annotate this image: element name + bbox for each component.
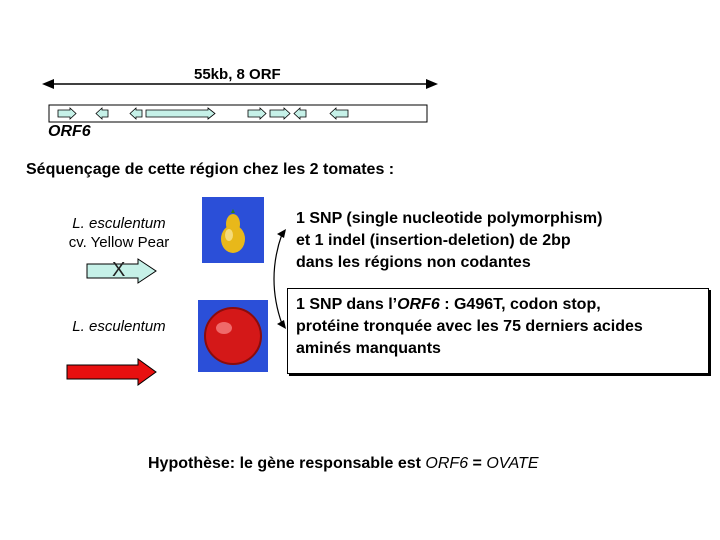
red-tomato-photo xyxy=(198,300,268,372)
noncoding-snp-finding: 1 SNP (single nucleotide polymorphism) et 1 indel (insertion-deletion) de 2bp dans les régions non codantes xyxy=(296,210,603,271)
genomic-region-map xyxy=(48,104,430,124)
hypothesis: Hypothèse: le gène responsable est ORF6 = OVATE xyxy=(148,455,539,472)
yellow-tomato-photo xyxy=(202,197,264,263)
orf6-snp-finding: 1 SNP dans l’ORF6 : G496T, codon stop, protéine tronquée avec les 75 derniers acides aminés manquants xyxy=(296,296,643,357)
round-tomato-icon xyxy=(198,300,268,372)
mutation-mark: X xyxy=(112,259,126,281)
sequencing-title: Séquençage de cette région chez les 2 tomates : xyxy=(26,161,395,178)
red-species-label: L. esculentum xyxy=(72,318,166,335)
red-orf-arrow xyxy=(66,358,158,386)
pear-tomato-icon xyxy=(202,197,264,263)
orf6-label: ORF6 xyxy=(48,123,91,140)
region-size-label: 55kb, 8 ORF xyxy=(194,66,281,83)
cultivar-name: cv. Yellow Pear xyxy=(68,234,170,251)
yellow-pear-species-label xyxy=(44,214,194,252)
orf-arrow xyxy=(146,108,215,119)
species-name: L. esculentum xyxy=(72,215,166,232)
